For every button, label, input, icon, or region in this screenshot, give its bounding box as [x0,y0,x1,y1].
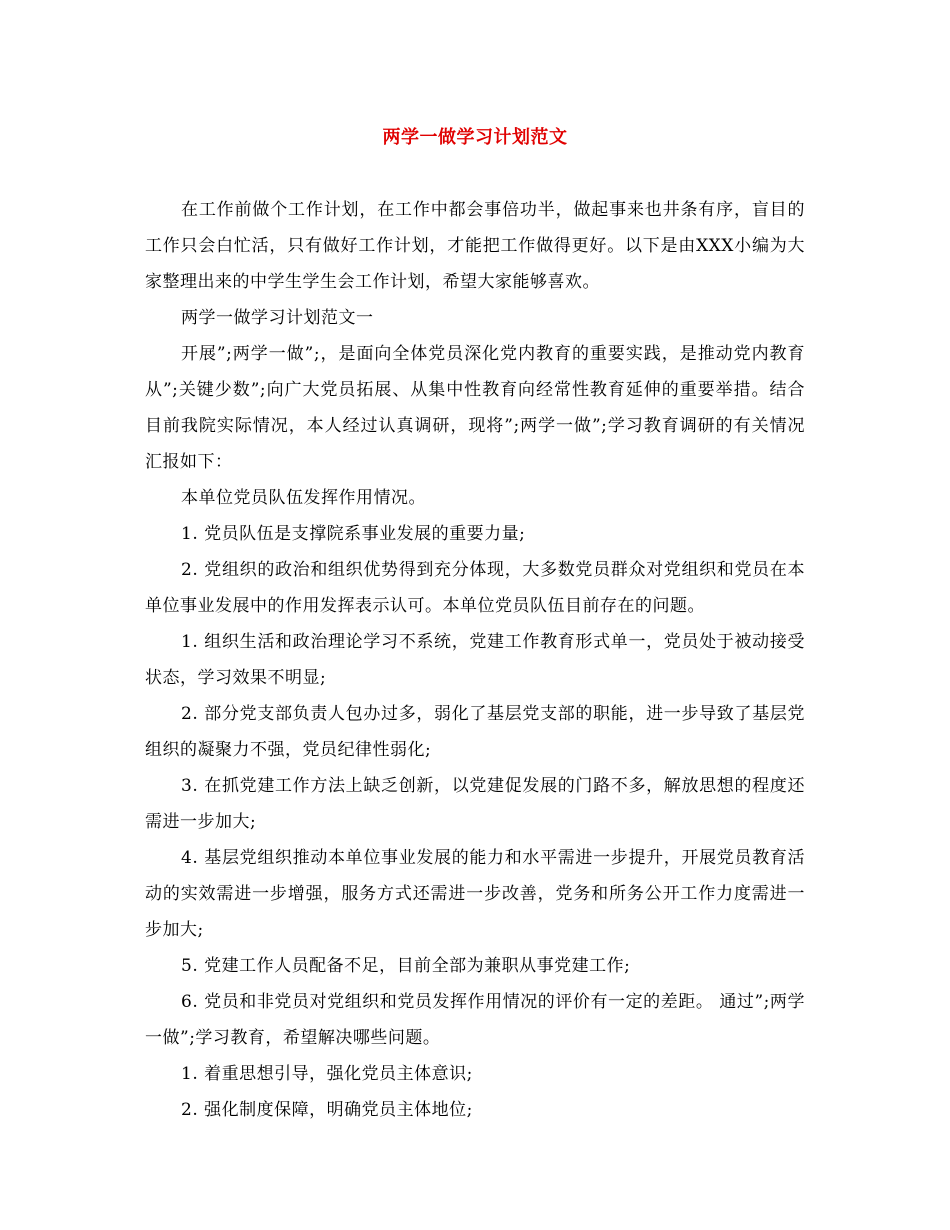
list-item: 1. 组织生活和政治理论学习不系统，党建工作教育形式单一，党员处于被动接受状态，学习效果不明显; [145,632,805,688]
list-item: 3. 在抓党建工作方法上缺乏创新，以党建促发展的门路不多，解放思想的程度还需进一步加大; [145,776,805,832]
document-body [145,192,805,1128]
document-title: 两学一做学习计划范文 [382,127,568,148]
list-item: 5. 党建工作人员配备不足，目前全部为兼职从事党建工作; [181,956,631,976]
paragraph-intro: 在工作前做个工作计划，在工作中都会事倍功半，做起事来也井条有序，盲目的工作只会白忙活，只有做好工作计划，才能把工作做得更好。以下是由XXX小编为大家整理出来的中学生学生会工作计划，希望大家能够喜欢。 [145,200,805,292]
paragraph-section-heading: 本单位党员队伍发挥作用情况。 [181,488,426,508]
list-item: 1. 党员队伍是支撑院系事业发展的重要力量; [181,524,526,544]
list-item: 2. 党组织的政治和组织优势得到充分体现，大多数党员群众对党组织和党员在本单位事业发展中的作用发挥表示认可。本单位党员队伍目前存在的问题。 [145,560,805,616]
paragraph-subtitle: 两学一做学习计划范文一 [181,308,374,328]
list-item: 2. 部分党支部负责人包办过多，弱化了基层党支部的职能，进一步导致了基层党组织的凝聚力不强，党员纪律性弱化; [145,704,805,760]
list-item: 2. 强化制度保障，明确党员主体地位; [181,1100,473,1120]
list-item: 1. 着重思想引导，强化党员主体意识; [181,1064,473,1084]
paragraph-background: 开展”;两学一做”;，是面向全体党员深化党内教育的重要实践，是推动党内教育从”;关键少数”;向广大党员拓展、从集中性教育向经常性教育延伸的重要举措。结合目前我院实际情况，本人经过认真调研，现将”;两学一做”;学习教育调研的有关情况汇报如下： [145,344,805,472]
list-item: 6. 党员和非党员对党组织和党员发挥作用情况的评价有一定的差距。 通过”;两学一做”;学习教育，希望解决哪些问题。 [145,992,805,1048]
list-item: 4. 基层党组织推动本单位事业发展的能力和水平需进一步提升，开展党员教育活动的实效需进一步增强，服务方式还需进一步改善，党务和所务公开工作力度需进一步加大; [145,848,805,940]
